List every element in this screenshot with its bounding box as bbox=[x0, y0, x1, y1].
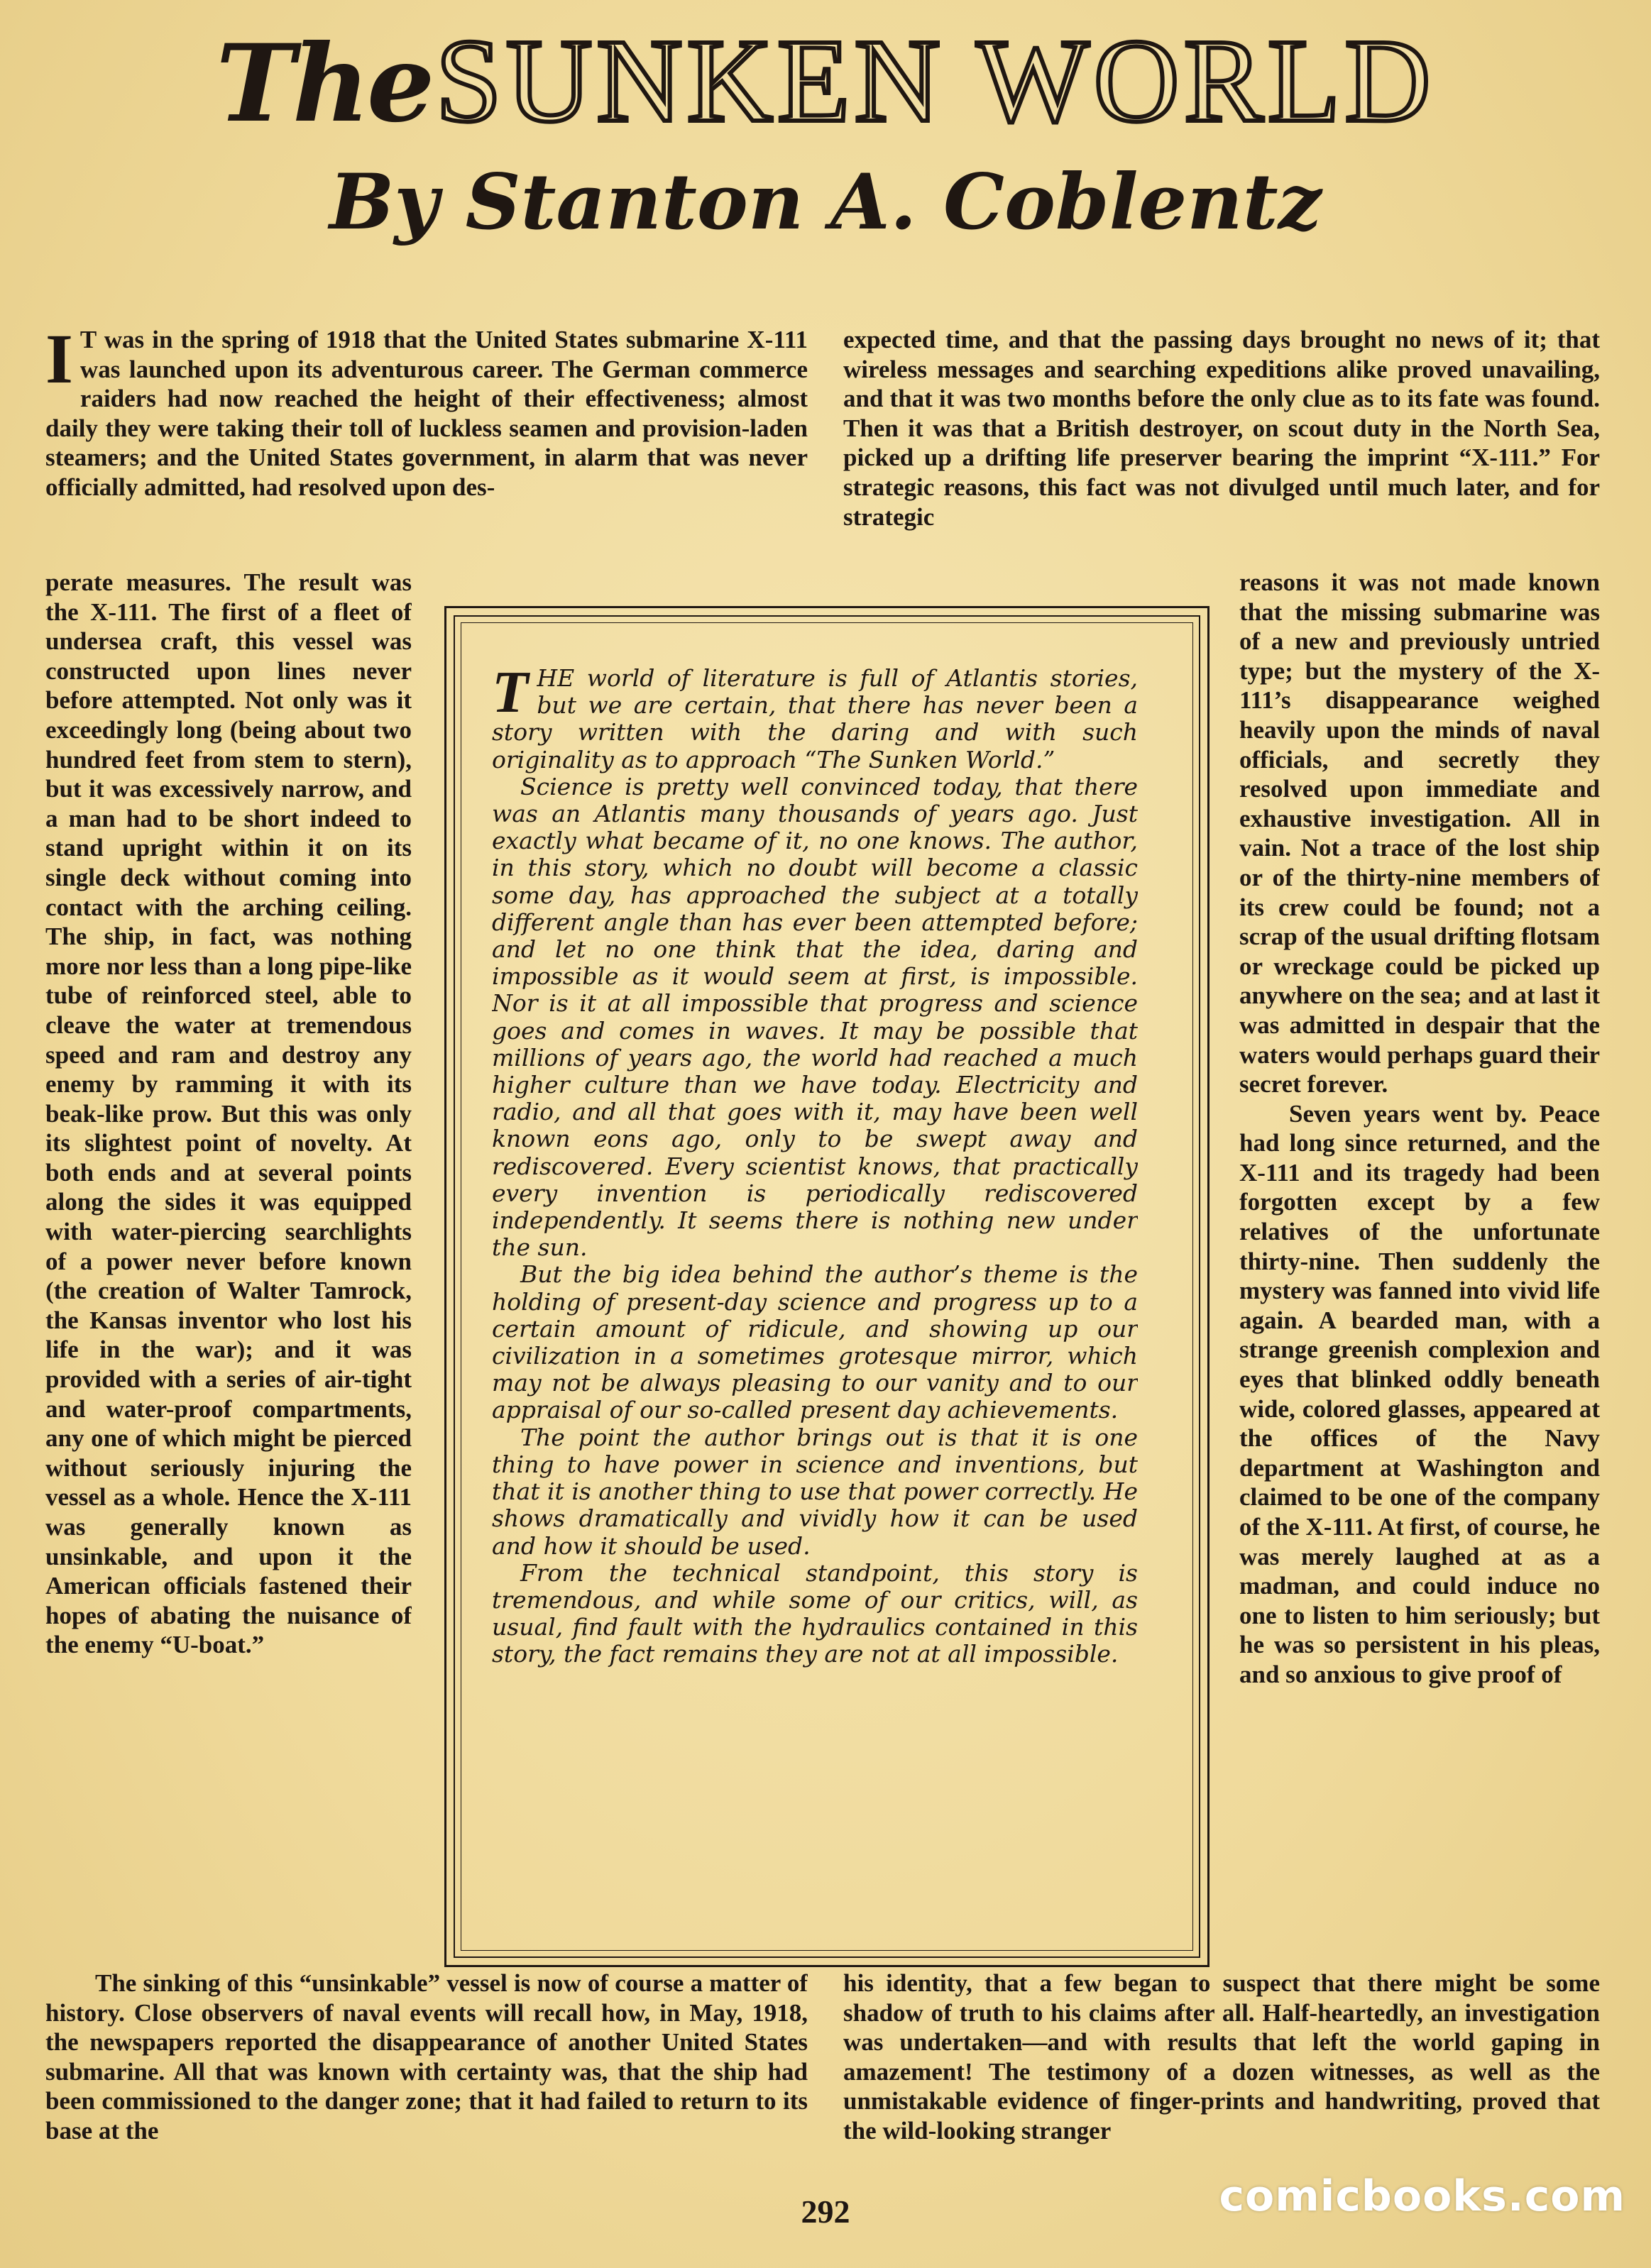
intro-paragraph: HE world of literature is full of Atlantis stories, but we are certain, that there has never been a story written with the daring and with such originality as to approach “The Sunken World.” bbox=[492, 665, 1138, 774]
intro-paragraph: Science is pretty well convinced today, that there was an Atlantis many thousands of years ago. Just exactly what became of it, no one knows. The author, in this story, which no doubt will become a classic some day, has approached the subject at a totally different angle than has ever been attempted before; and let no one think that the idea, daring and impossible as it would seem at first, is impossible. Nor is it at all impossible that progress and science goes and comes in waves. It may be possible that millions of years ago, the world had reached a much higher culture than we have today. Electricity and radio, and all that goes with it, may have been well known eons ago, only to be swept away and rediscovered. Every scientist knows, that practically every invention is periodically rediscovered independently. It seems there is nothing new under the sun. bbox=[492, 772, 1138, 1262]
drop-cap: I bbox=[45, 325, 73, 398]
byline: By Stanton A. Coblentz bbox=[329, 158, 1322, 247]
title-prefix: The bbox=[216, 21, 432, 146]
intro-paragraph: But the big idea behind the author’s theme is the holding of present-day science and progress up to a certain amount of ridicule, and showing up our civilization in a sometimes grotesque mirror, which may not be always pleasing to our vanity and to our appraisal of our so-called present day achievements. bbox=[492, 1260, 1138, 1424]
intro-drop-cap: T bbox=[492, 665, 529, 725]
paragraph: his identity, that a few began to suspect that there might be some shadow of truth to his claims after all. Half-heartedly, an investigation was undertaken—and with results that left the world gaping in amazement! The testimony of a dozen witnesses, as well as the unmistakable evidence of finger-prints and handwriting, proved that the wild-looking stranger bbox=[843, 1969, 1600, 2145]
paragraph: reasons it was not made known that the missing submarine was of a new and previously untried type; but the mystery of the X-111’s disappearance weighed heavily upon the minds of naval officials, and secretly they resolved upon immediate and exhaustive investigation. All in vain. Not a trace of the lost ship or of the thirty-nine members of its crew could be found; not a scrap of the usual drifting flotsam or wreckage could be picked up anywhere on the sea; and at last it was admitted in despair that the waters would perhaps guard their secret forever. bbox=[1239, 568, 1600, 1099]
column-right-middle bbox=[1239, 568, 1600, 1977]
paragraph: expected time, and that the passing days brought no news of it; that wireless messages and searching expeditions alike proved unavailing, and that it was two months before the only clue as to its fate was found. Then it was that a British destroyer, on scout duty in the North Sea, picked up a drifting life preserver bearing the imprint “X-111.” For strategic reasons, this fact was not divulged until much later, and for strategic bbox=[843, 326, 1600, 531]
page-number: 292 bbox=[801, 2193, 850, 2230]
column-right-top bbox=[843, 325, 1600, 576]
column-left-top bbox=[45, 325, 808, 576]
column-left-middle bbox=[45, 568, 412, 1977]
intro-box bbox=[444, 606, 1210, 1967]
intro-text bbox=[492, 665, 1138, 1871]
paragraph: T was in the spring of 1918 that the United States submarine X-111 was launched upon its adventurous career. The German commerce raiders had now reached the height of their effectiveness; almost daily they were taking their toll of luckless seamen and provision-laden steamers; and the United States government, in alarm that was never officially admitted, had resolved upon des- bbox=[45, 326, 808, 501]
watermark: comicbooks.com bbox=[1219, 2171, 1625, 2221]
intro-paragraph: The point the author brings out is that it is one thing to have power in science and inventions, but that it is another thing to use that power correctly. He shows dramatically and vividly how it can be used and how it should be used. bbox=[492, 1423, 1138, 1560]
paragraph: Seven years went by. Peace had long since returned, and the X-111 and its tragedy had been forgotten except by a few relatives of the unfortunate thirty-nine. Then suddenly the mystery was fanned into vivid life again. A bearded man, with a strange greenish complexion and eyes that blinked oddly beneath wide, colored glasses, appeared at the offices of the Navy department at Washington and claimed to be one of the company of the X-111. At first, of course, he was merely laughed at as a madman, and could induce no one to listen to him seriously; but he was so persistent in his pleas, and so anxious to give proof of bbox=[1239, 1099, 1600, 1688]
paragraph: perate measures. The result was the X-111. The first of a fleet of undersea craft, this vessel was constructed upon lines never before attempted. Not only was it exceedingly long (being about two hundred feet from stem to stern), but it was excessively narrow, and a man had to be short indeed to stand upright within it on its single deck without coming into contact with the arching ceiling. The ship, in fact, was nothing more nor less than a long pipe-like tube of reinforced steel, able to cleave the water at tremendous speed and ram and destroy any enemy by ramming it with its beak-like prow. But this was only its slightest point of novelty. At both ends and at several points along the sides it was equipped with water-piercing searchlights of a power never before known (the creation of Walter Tamrock, the Kansas inventor who lost his life in the war); and it was provided with a series of air-tight and water-proof compartments, any one of which might be pierced without seriously injuring the vessel as a whole. Hence the X-111 was generally known as unsinkable, and upon it the American officials fastened their hopes of abating the nuisance of the enemy “U-boat.” bbox=[45, 568, 412, 1659]
paragraph: The sinking of this “unsinkable” vessel is now of course a matter of history. Close observers of naval events will recall how, in May, 1918, the newspapers reported the disappearance of another United States submarine. All that was known with certainty was, that the ship had been commissioned to the danger zone; that it had failed to return to its base at the bbox=[45, 1969, 808, 2145]
column-left-bottom bbox=[45, 1969, 808, 2181]
title-main: SUNKEN WORLD bbox=[435, 15, 1435, 147]
story-title bbox=[0, 13, 1651, 155]
intro-paragraph: From the technical standpoint, this story is tremendous, and while some of our critics, will, as usual, find fault with the hydraulics contained in this story, the fact remains they are not at all impossible. bbox=[492, 1558, 1138, 1668]
column-right-bottom bbox=[843, 1969, 1600, 2181]
